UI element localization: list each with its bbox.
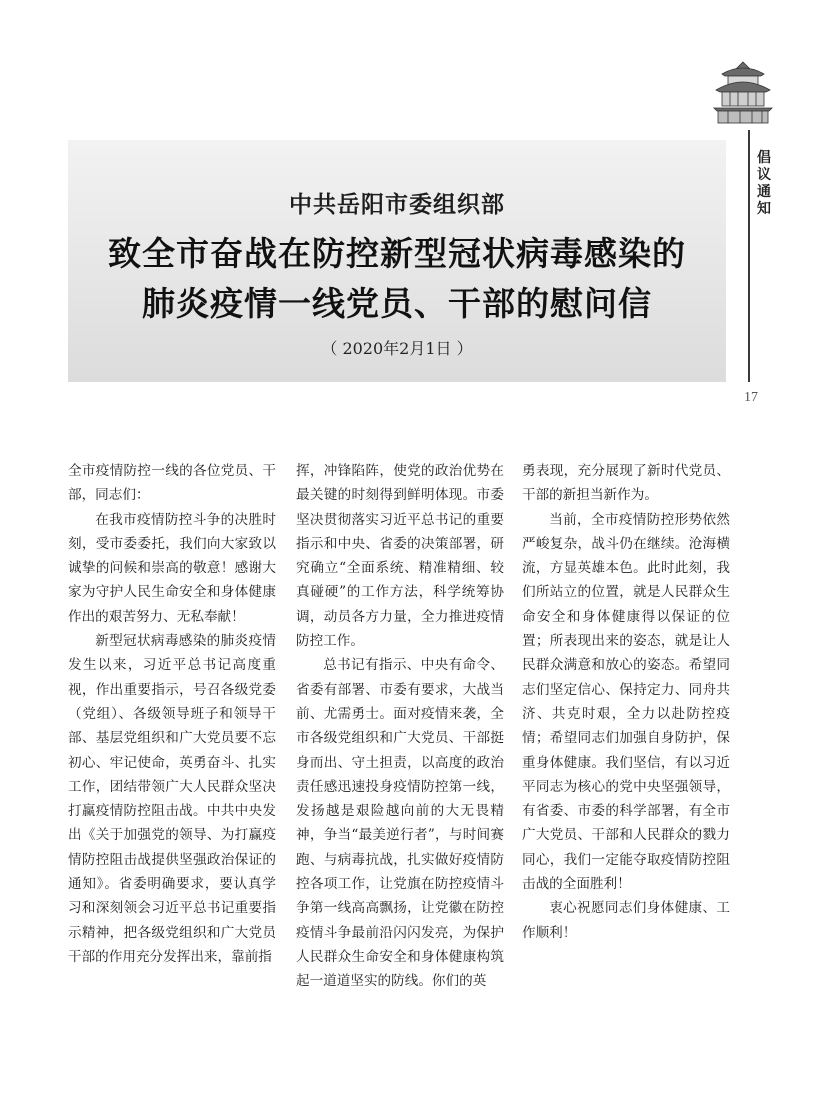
paragraph: 当前，全市疫情防控形势依然严峻复杂，战斗仍在继续。沧海横流，方显英雄本色。此时此刻，我们所站立的位置，就是人民群众生命安全和身体健康得以保证的位置；所表现出来的姿态，就是让人民群众满意和放心的姿态。希望同志们坚定信心、保持定力、同舟共济、共克时艰，全力以赴防控疫情；希望同志们加强自身防护，保重身体健康。我们坚信，有以习近平同志为核心的党中央坚强领导，有省委、市委的科学部署，有全市广大党员、干部和人民群众的戮力同心，我们一定能夺取疫情防控阻击战的全面胜利！	[522, 511, 731, 893]
section-label-char: 议	[757, 167, 771, 183]
body-column-1	[68, 459, 276, 969]
page-number: 17	[744, 390, 758, 405]
section-label-char: 知	[757, 201, 771, 217]
section-label	[755, 150, 773, 218]
body-column-2	[296, 459, 504, 994]
section-label-char: 倡	[757, 150, 771, 166]
paragraph: 新型冠状病毒感染的肺炎疫情发生以来，习近平总书记高度重视，作出重要指示，号召各级党委（党组）、各级领导班子和领导干部、基层党组织和广大党员要不忘初心、牢记使命，英勇奋斗、扎实工作，团结带领广大人民群众坚决打赢疫情防控阻击战。中共中央发出《关于加强党的领导、为打赢疫情防控阻击战提供坚强政治保证的通知》。省委明确要求，要认真学习和深刻领会习近平总书记重要指示精神，把各级党组织和广大党员干部的作用充分发挥出来，靠前指	[68, 633, 277, 965]
closing-wish: 衷心祝愿同志们身体健康、工作顺利！	[522, 900, 730, 941]
letter-date: （ 2020年2月1日 ）	[321, 339, 473, 358]
salutation: 全市疫情防控一线的各位党员、干部，同志们：	[68, 463, 276, 504]
title-banner	[68, 140, 726, 382]
paragraph: 总书记有指示、中央有命令、省委有部署、市委有要求，大战当前、尤需勇士。面对疫情来袭，全市各级党组织和广大党员、干部挺身而出、守土担责，以高度的政治责任感迅速投身疫情防控第一线，发扬越是艰险越向前的大无畏精神，争当“最美逆行者”，与时间赛跑、与病毒抗战，扎实做好疫情防控各项工作，让党旗在防控疫情斗争第一线高高飘扬，让党徽在防控疫情斗争最前沿闪闪发亮，为保护人民群众生命安全和身体健康构筑起一道道坚实的防线。你们的英	[296, 657, 505, 990]
body-column-3	[522, 459, 730, 945]
paragraph: 挥，冲锋陷阵，使党的政治优势在最关键的时刻得到鲜明体现。市委坚决贯彻落实习近平总书记的重要指示和中央、省委的决策部署，研究确立“全面系统、精准精细、较真碰硬”的工作方法，科学统筹协调，动员各方力量，全力推进疫情防控工作。	[296, 463, 505, 650]
yueyang-tower-icon	[712, 58, 774, 128]
letter-title-line-1: 致全市奋战在防控新型冠状病毒感染的	[108, 234, 686, 273]
letter-title-line-2: 肺炎疫情一线党员、干部的慰问信	[142, 284, 652, 323]
organization-name: 中共岳阳市委组织部	[289, 192, 505, 218]
paragraph: 勇表现，充分展现了新时代党员、干部的新担当新作为。	[522, 463, 731, 504]
section-label-char: 通	[757, 184, 771, 200]
side-rule	[748, 130, 750, 382]
paragraph: 在我市疫情防控斗争的决胜时刻，受市委委托，我们向大家致以诚挚的问候和崇高的敬意！感谢大家为守护人民生命安全和身体健康作出的艰苦努力、无私奉献！	[68, 511, 277, 625]
